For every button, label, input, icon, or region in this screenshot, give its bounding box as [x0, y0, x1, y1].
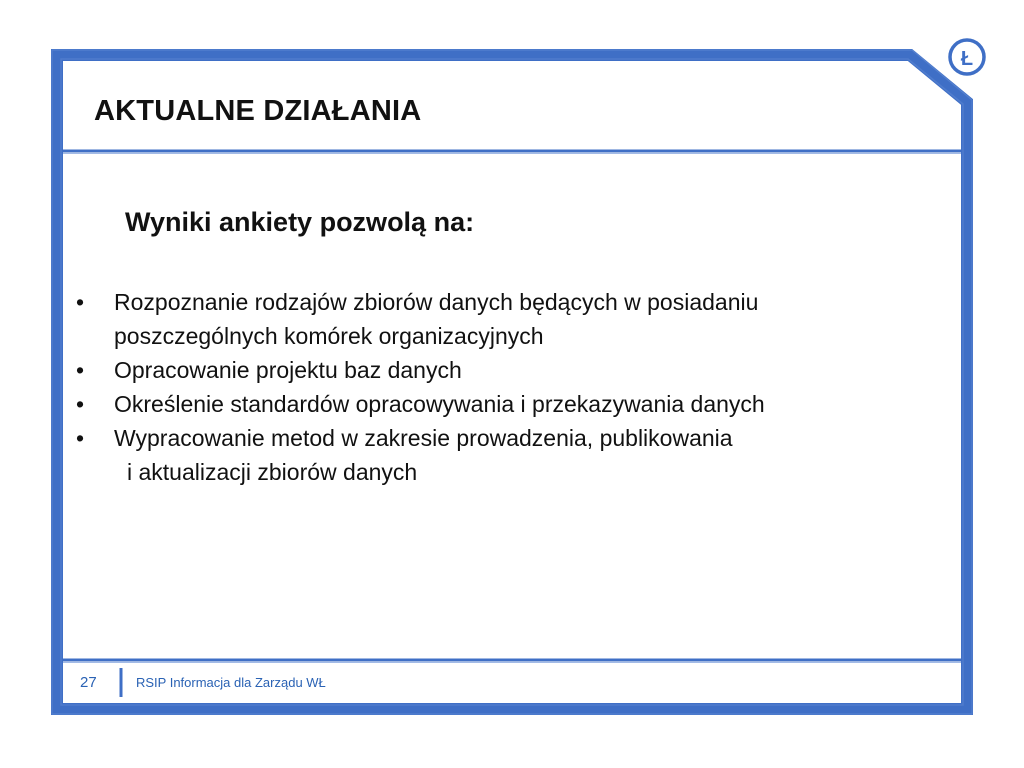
bullet-icon: •	[76, 391, 85, 417]
wl-logo-icon	[950, 40, 984, 74]
bullet-text-line: Określenie standardów opracowywania i przekazywania danych	[114, 391, 765, 417]
logo-letter: Ł	[960, 48, 974, 70]
bullet-item	[73, 421, 953, 455]
bullet-item	[73, 353, 953, 387]
bullet-text-line: Opracowanie projektu baz danych	[114, 357, 462, 383]
bullet-icon: •	[76, 425, 85, 451]
footer-text: RSIP Informacja dla Zarządu WŁ	[136, 675, 326, 690]
bullet-item	[73, 387, 953, 421]
bullet-text-line: Wypracowanie metod w zakresie prowadzenia, publikowania	[114, 425, 733, 451]
bullet-text-line: i aktualizacji zbiorów danych	[127, 459, 418, 485]
content-subtitle: Wyniki ankiety pozwolą na:	[125, 207, 475, 237]
bullet-icon: •	[76, 357, 85, 383]
bullet-item	[73, 285, 953, 353]
slide-title: AKTUALNE DZIAŁANIA	[94, 95, 422, 127]
bullet-text-line: Rozpoznanie rodzajów zbiorów danych będących w posiadaniu	[114, 289, 759, 315]
page-number: 27	[80, 674, 97, 691]
bullet-icon: •	[76, 289, 85, 315]
bullet-list	[73, 285, 953, 489]
bullet-text-line: poszczególnych komórek organizacyjnych	[114, 323, 544, 349]
